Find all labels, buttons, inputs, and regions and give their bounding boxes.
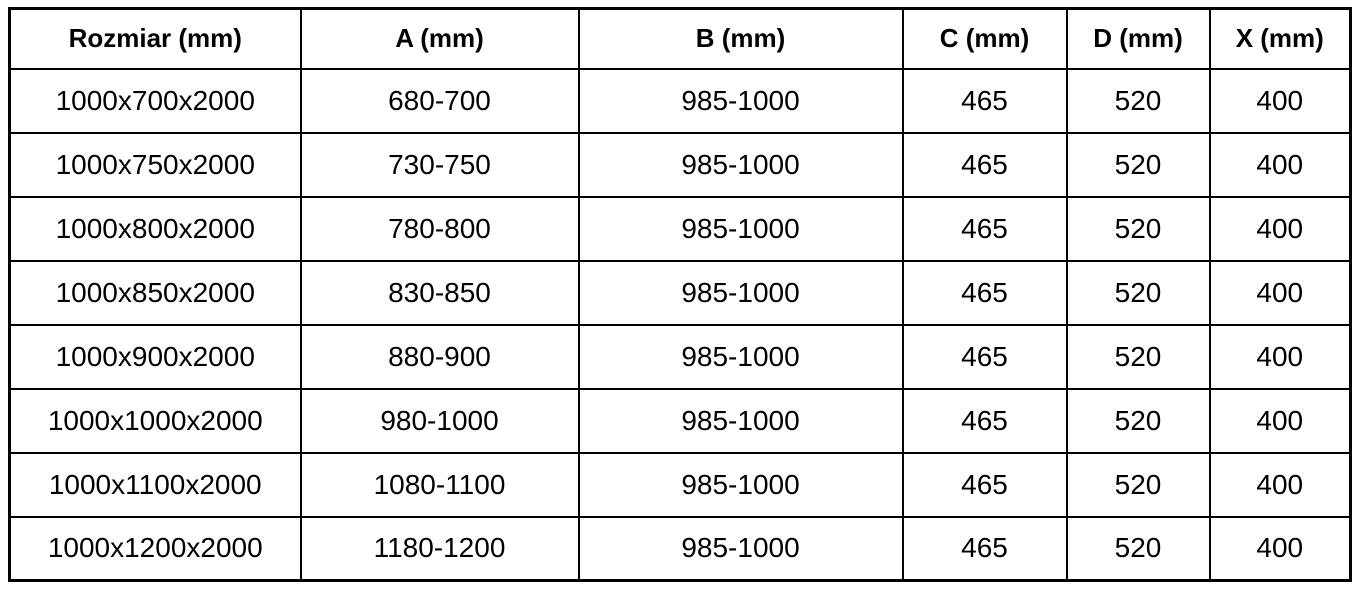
table-row (10, 453, 1351, 517)
cell-d: 520 (1067, 261, 1210, 325)
cell-a: 1080-1100 (301, 453, 579, 517)
cell-a: 880-900 (301, 325, 579, 389)
column-header-c: C (mm) (903, 9, 1067, 69)
table-row (10, 261, 1351, 325)
cell-x: 400 (1210, 325, 1351, 389)
cell-b: 985-1000 (579, 389, 903, 453)
cell-b: 985-1000 (579, 517, 903, 581)
cell-x: 400 (1210, 69, 1351, 133)
cell-x: 400 (1210, 261, 1351, 325)
cell-x: 400 (1210, 133, 1351, 197)
cell-c: 465 (903, 389, 1067, 453)
cell-c: 465 (903, 197, 1067, 261)
cell-x: 400 (1210, 389, 1351, 453)
cell-c: 465 (903, 261, 1067, 325)
column-header-d: D (mm) (1067, 9, 1210, 69)
cell-rozmiar: 1000x800x2000 (10, 197, 301, 261)
cell-a: 780-800 (301, 197, 579, 261)
cell-rozmiar: 1000x700x2000 (10, 69, 301, 133)
cell-c: 465 (903, 133, 1067, 197)
cell-c: 465 (903, 517, 1067, 581)
cell-rozmiar: 1000x1000x2000 (10, 389, 301, 453)
table-row (10, 197, 1351, 261)
cell-d: 520 (1067, 517, 1210, 581)
table-row (10, 69, 1351, 133)
size-table (8, 7, 1352, 582)
cell-d: 520 (1067, 325, 1210, 389)
cell-a: 830-850 (301, 261, 579, 325)
cell-b: 985-1000 (579, 197, 903, 261)
cell-a: 730-750 (301, 133, 579, 197)
cell-rozmiar: 1000x750x2000 (10, 133, 301, 197)
cell-b: 985-1000 (579, 453, 903, 517)
cell-x: 400 (1210, 453, 1351, 517)
table-row (10, 389, 1351, 453)
cell-rozmiar: 1000x1200x2000 (10, 517, 301, 581)
cell-x: 400 (1210, 197, 1351, 261)
cell-rozmiar: 1000x900x2000 (10, 325, 301, 389)
cell-d: 520 (1067, 133, 1210, 197)
table-row (10, 325, 1351, 389)
column-header-a: A (mm) (301, 9, 579, 69)
cell-b: 985-1000 (579, 261, 903, 325)
column-header-rozmiar: Rozmiar (mm) (10, 9, 301, 69)
size-table-container (8, 7, 1352, 582)
cell-a: 680-700 (301, 69, 579, 133)
cell-x: 400 (1210, 517, 1351, 581)
column-header-x: X (mm) (1210, 9, 1351, 69)
cell-d: 520 (1067, 389, 1210, 453)
cell-c: 465 (903, 69, 1067, 133)
cell-b: 985-1000 (579, 325, 903, 389)
cell-b: 985-1000 (579, 69, 903, 133)
cell-rozmiar: 1000x850x2000 (10, 261, 301, 325)
cell-b: 985-1000 (579, 133, 903, 197)
table-row (10, 133, 1351, 197)
header-row (10, 9, 1351, 69)
cell-rozmiar: 1000x1100x2000 (10, 453, 301, 517)
cell-a: 980-1000 (301, 389, 579, 453)
cell-c: 465 (903, 453, 1067, 517)
column-header-b: B (mm) (579, 9, 903, 69)
cell-c: 465 (903, 325, 1067, 389)
cell-d: 520 (1067, 197, 1210, 261)
cell-d: 520 (1067, 69, 1210, 133)
table-row (10, 517, 1351, 581)
cell-a: 1180-1200 (301, 517, 579, 581)
cell-d: 520 (1067, 453, 1210, 517)
